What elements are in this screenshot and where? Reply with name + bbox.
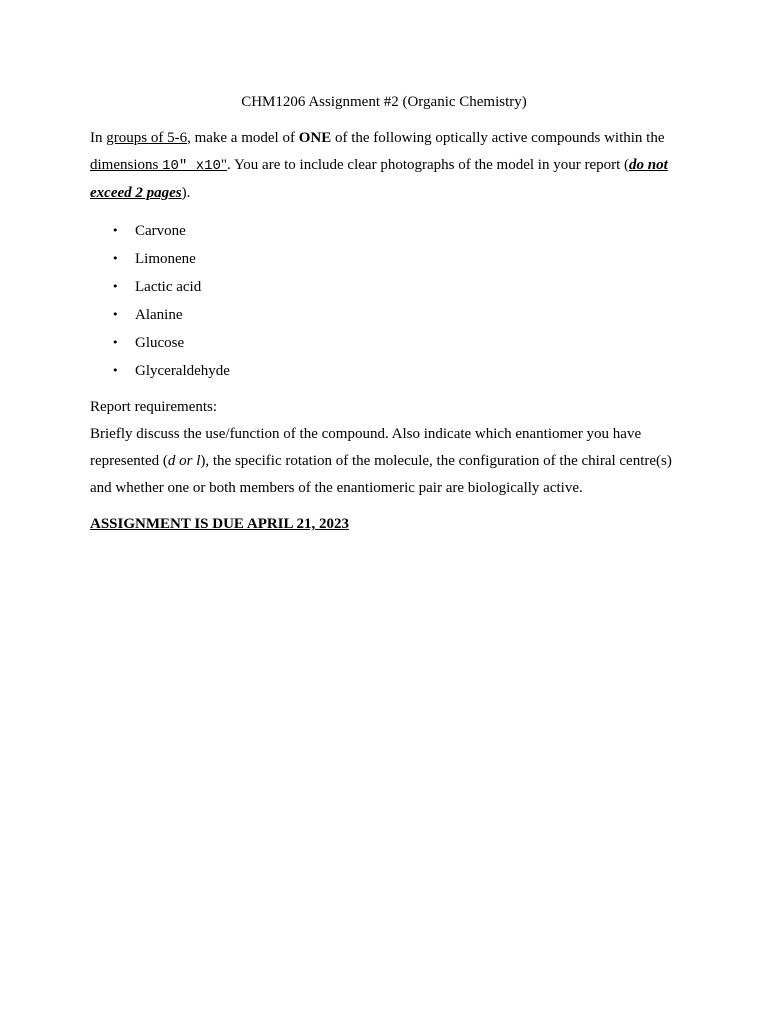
dimensions	[90, 157, 227, 173]
list-item	[90, 217, 230, 245]
bullet: •	[112, 280, 119, 293]
bullet: •	[112, 364, 119, 377]
one-emphasis: ONE	[298, 130, 332, 146]
requirements-text-2: ), the specific rotation of the molecule, the configuration of the chiral centre(s) and whether one or both members of the enantiomeric pair are biologically active.	[90, 453, 672, 496]
intro-paragraph	[90, 125, 680, 207]
intro-text-2: , make a model of	[187, 130, 299, 146]
dimensions-label: dimensions	[90, 157, 163, 173]
list-item	[90, 273, 230, 301]
compound-name: Alanine	[135, 307, 183, 323]
bullet: •	[112, 224, 119, 237]
requirements-paragraph	[90, 421, 680, 502]
requirements-section	[90, 394, 680, 502]
due-date: ASSIGNMENT IS DUE APRIL 21, 2023	[90, 516, 349, 532]
requirements-heading: Report requirements:	[90, 399, 218, 415]
compound-name: Lactic acid	[135, 279, 202, 295]
bullet: •	[112, 252, 119, 265]
list-item	[90, 357, 230, 385]
bullet: •	[112, 336, 119, 349]
compound-list	[90, 217, 230, 385]
compound-name: Glucose	[135, 335, 185, 351]
intro-text-5: ).	[181, 185, 191, 201]
group-size: groups of 5-6	[106, 130, 188, 146]
list-item	[90, 329, 230, 357]
document-title: CHM1206 Assignment #2 (Organic Chemistry)	[241, 94, 527, 110]
list-item	[90, 301, 230, 329]
dimensions-quote: "	[220, 157, 228, 173]
intro-text-3: of the following optically active compounds within the	[331, 130, 665, 146]
compound-name: Limonene	[135, 251, 196, 267]
bullet: •	[112, 308, 119, 321]
intro-text-4: . You are to include clear photographs of the model in your report (	[227, 157, 630, 173]
compound-name: Carvone	[135, 223, 186, 239]
requirements-text-1: Briefly discuss the use/function of the compound. Also indicate which enantiomer you have represented (	[90, 426, 642, 469]
intro-text-1: In	[90, 130, 107, 146]
page-limit: do not exceed 2 pages	[90, 157, 668, 201]
compound-name: Glyceraldehyde	[135, 363, 230, 379]
list-item	[90, 245, 230, 273]
dimensions-value: 10" x10	[162, 158, 221, 174]
enantiomer-notation: d or l	[167, 453, 201, 469]
